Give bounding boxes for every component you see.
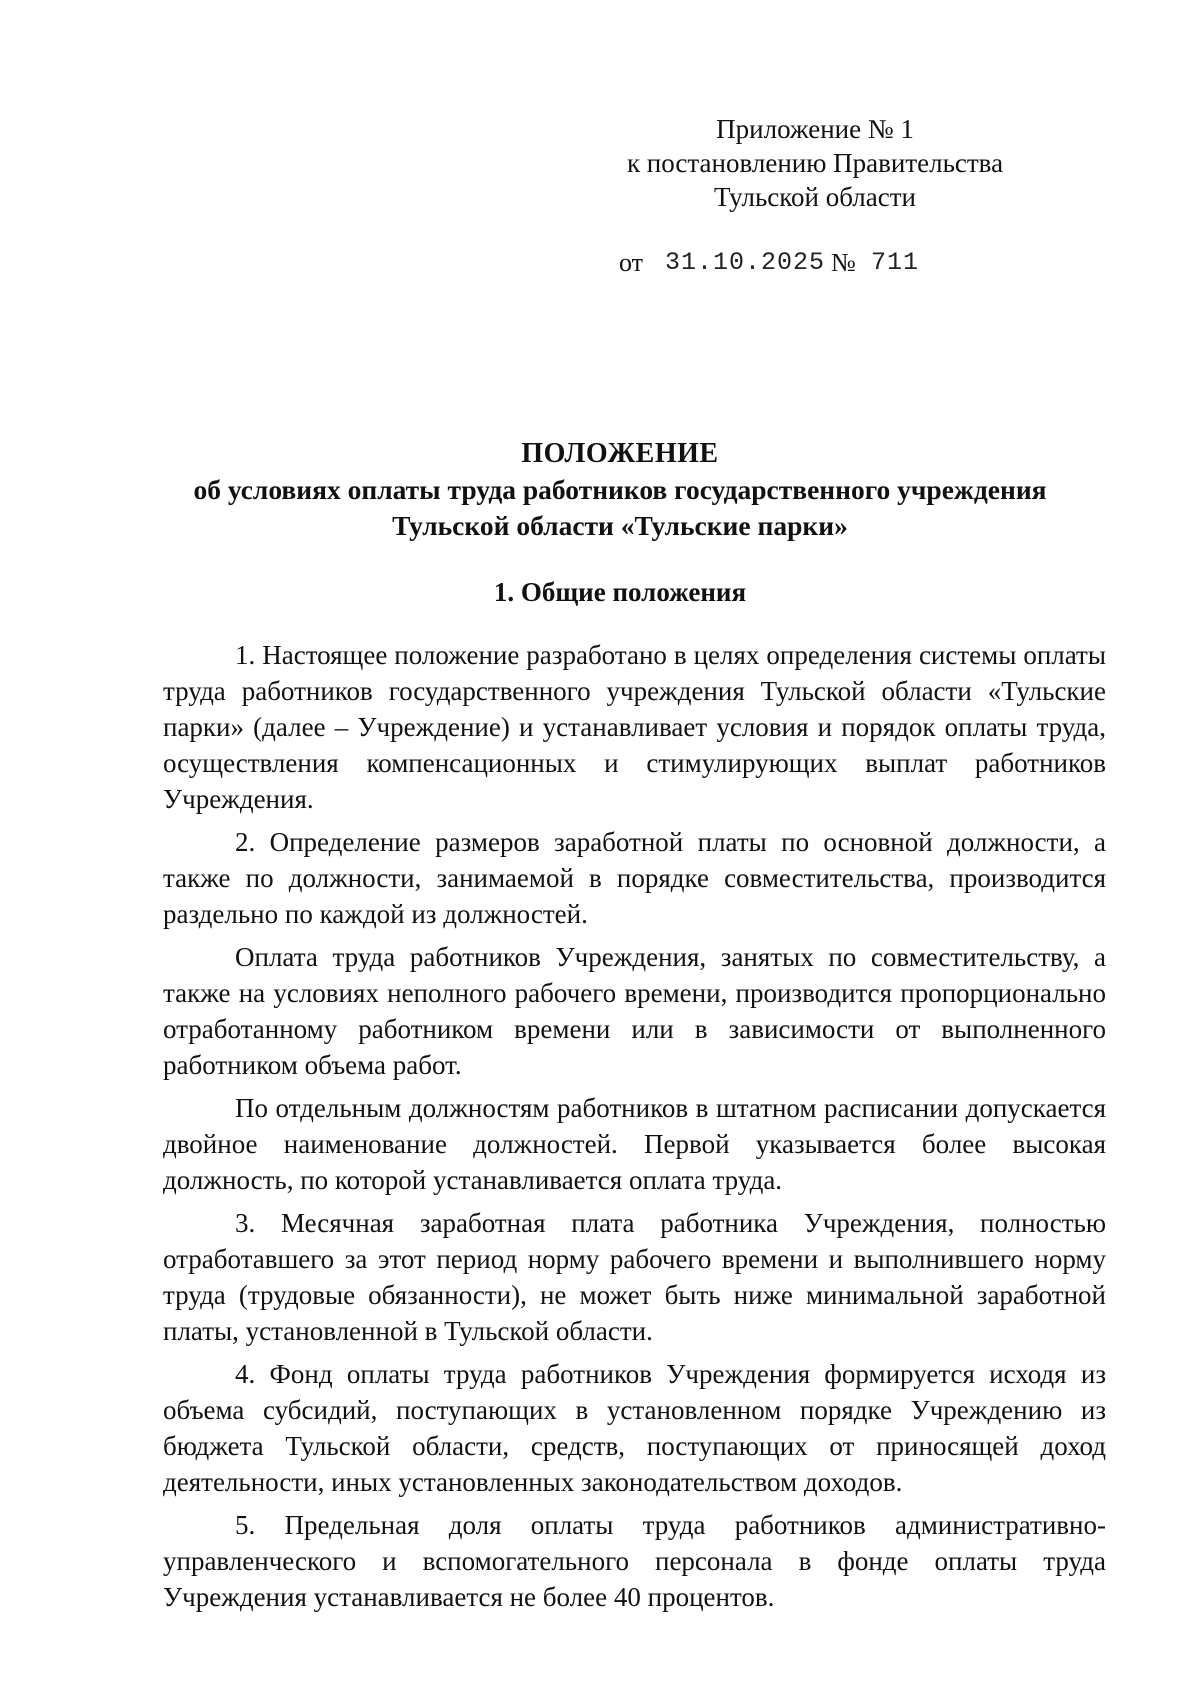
decree-date: 31.10.2025 <box>665 248 826 277</box>
decree-number-label: № <box>831 248 856 277</box>
paragraph: 2. Определение размеров заработной платы по основной должности, а также по должности, занимаемой в порядке совместительства, производится раздельно по каждой из должностей. <box>163 827 1106 929</box>
paragraph: 4. Фонд оплаты труда работников Учреждения формируется исходя из объема субсидий, поступающих в установленном порядке Учреждению из бюджета Тульской области, средств, поступающих от приносящей доход деятельности, иных установленных законодательством доходов. <box>163 1359 1106 1497</box>
section-body <box>163 637 1106 1622</box>
appendix-number: Приложение № 1 <box>716 114 914 144</box>
document-title <box>140 436 1100 544</box>
paragraph: 5. Предельная доля оплаты труда работников административно-управленческого и вспомогательного персонала в фонде оплаты труда Учреждения устанавливается не более 40 процентов. <box>163 1510 1106 1612</box>
title-line-2: об условиях оплаты труда работников государственного учреждения <box>193 474 1047 505</box>
decree-number: 711 <box>871 248 920 277</box>
section-heading: 1. Общие положения <box>493 577 747 607</box>
title-line-3: Тульской области «Тульские парки» <box>392 510 848 541</box>
paragraph: 1. Настоящее положение разработано в целях определения системы оплаты труда работников государственного учреждения Тульской области «Тульские парки» (далее – Учреждение) и устанавливает условия и порядок оплаты труда, осуществления компенсационных и стимулирующих выплат работников Учреждения. <box>163 640 1106 814</box>
paragraph: Оплата труда работников Учреждения, занятых по совместительству, а также на условиях неполного рабочего времени, производится пропорционально отработанному работником времени или в зависимости от выполненного работником объема работ. <box>163 942 1106 1080</box>
appendix-block <box>600 112 1030 214</box>
paragraph: По отдельным должностям работников в штатном расписании допускается двойное наименование должностей. Первой указывается более высокая должность, по которой устанавливается оплата труда. <box>163 1093 1106 1195</box>
paragraph: 3. Месячная заработная плата работника Учреждения, полностью отработавшего за этот период норму рабочего времени и выполнившего норму труда (трудовые обязанности), не может быть ниже минимальной заработной платы, установленной в Тульской области. <box>163 1208 1106 1346</box>
decree-from-label: от <box>619 248 644 277</box>
title-main: ПОЛОЖЕНИЕ <box>521 438 719 469</box>
appendix-reference: к постановлению Правительства <box>626 148 1004 178</box>
appendix-region: Тульской области <box>714 182 916 212</box>
